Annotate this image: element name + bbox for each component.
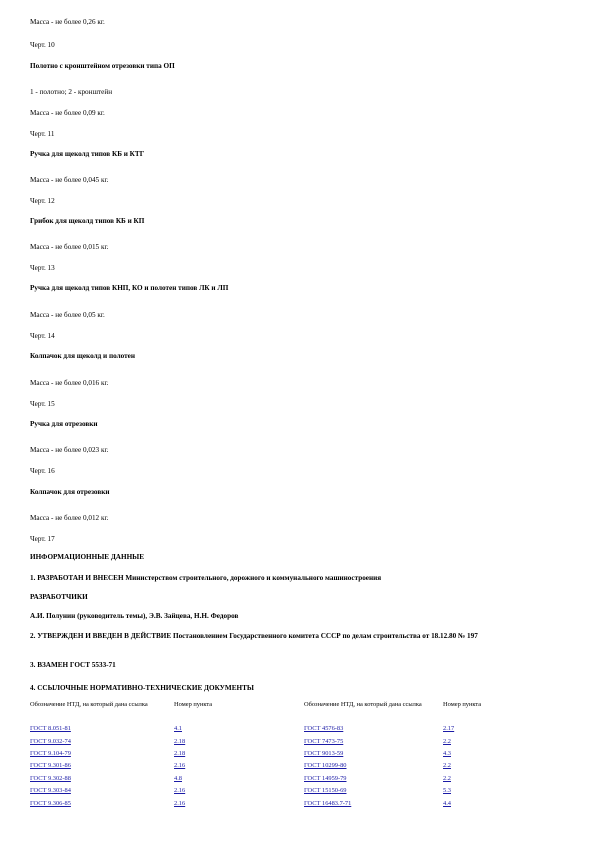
table-header-row <box>30 701 505 723</box>
reference-link[interactable]: ГОСТ 15150-69 <box>304 787 347 795</box>
drawing-number: Черт. 17 <box>30 535 55 543</box>
table-row <box>30 723 505 735</box>
table-row <box>30 748 505 760</box>
clause-link[interactable]: 2.16 <box>174 762 186 770</box>
drawing-number: Черт. 12 <box>30 197 55 205</box>
clause-link[interactable]: 2.2 <box>443 737 451 745</box>
references-table <box>30 701 505 810</box>
column-header-clause: Номер пункта <box>443 701 482 708</box>
table-row <box>30 773 505 785</box>
clause-link[interactable]: 2.18 <box>174 737 186 745</box>
developers-heading: РАЗРАБОТЧИКИ <box>30 593 88 601</box>
drawing-number: Черт. 10 <box>30 41 55 49</box>
clause-link[interactable]: 2.16 <box>174 787 186 795</box>
column-header-document: Обозначение НТД, на который дана ссылка <box>304 701 422 708</box>
table-row <box>30 760 505 772</box>
drawing-caption: Колпачок для отрезовки <box>30 488 110 496</box>
table-row <box>30 785 505 797</box>
column-header-clause: Номер пункта <box>174 701 213 708</box>
clause-link[interactable]: 4.8 <box>174 774 182 782</box>
reference-link[interactable]: ГОСТ 16483.7-71 <box>304 799 352 807</box>
reference-link[interactable]: ГОСТ 14959-79 <box>304 774 347 782</box>
reference-link[interactable]: ГОСТ 9.302-88 <box>30 774 71 782</box>
drawing-caption: Ручка для щеколд типов КБ и КТГ <box>30 150 145 158</box>
drawing-number: Черт. 11 <box>30 130 55 138</box>
info-item-approved <box>30 632 550 641</box>
info-item-approved-lead: 2. УТВЕРЖДЕН И ВВЕДЕН В ДЕЙСТВИЕ <box>30 632 172 640</box>
drawing-number: Черт. 13 <box>30 264 55 272</box>
mass-text: Масса - не более 0,05 кг. <box>30 311 105 319</box>
drawing-caption: Ручка для щеколд типов КНП, КО и полотен типов ЛК и ЛП <box>30 284 229 292</box>
clause-link[interactable]: 2.2 <box>443 762 451 770</box>
clause-link[interactable]: 4.3 <box>443 749 451 757</box>
clause-link[interactable]: 4.1 <box>174 725 182 733</box>
column-header-document: Обозначение НТД, на который дана ссылка <box>30 701 148 708</box>
drawing-caption: Полотно с кронштейном отрезовки типа ОП <box>30 62 175 70</box>
reference-link[interactable]: ГОСТ 9.303-84 <box>30 787 71 795</box>
reference-link[interactable]: ГОСТ 9013-59 <box>304 749 344 757</box>
info-item-replaces: 3. ВЗАМЕН ГОСТ 5533-71 <box>30 661 116 669</box>
info-item-approved-rest: Постановлением Государственного комитета СССР по делам строительства от 18.12.80 № 197 <box>171 632 478 640</box>
reference-link[interactable]: ГОСТ 7473-75 <box>304 737 344 745</box>
drawing-caption: Грибок для щеколд типов КБ и КП <box>30 217 145 225</box>
mass-text: Масса - не более 0,045 кг. <box>30 176 109 184</box>
legend-text: 1 - полотно; 2 - кронштейн <box>30 88 113 96</box>
info-item-references: 4. ССЫЛОЧНЫЕ НОРМАТИВНО-ТЕХНИЧЕСКИЕ ДОКУМЕНТЫ <box>30 684 254 692</box>
drawing-number: Черт. 14 <box>30 332 55 340</box>
info-item-developed: 1. РАЗРАБОТАН И ВНЕСЕН Министерством строительного, дорожного и коммунального машиностроения <box>30 574 382 582</box>
reference-link[interactable]: ГОСТ 9.301-86 <box>30 762 71 770</box>
mass-text: Масса - не более 0,016 кг. <box>30 379 109 387</box>
drawing-number: Черт. 16 <box>30 467 55 475</box>
info-heading: ИНФОРМАЦИОННЫЕ ДАННЫЕ <box>30 553 145 561</box>
table-row <box>30 735 505 747</box>
mass-text: Масса - не более 0,012 кг. <box>30 514 109 522</box>
reference-link[interactable]: ГОСТ 9.104-79 <box>30 749 71 757</box>
reference-link[interactable]: ГОСТ 9.032-74 <box>30 737 71 745</box>
clause-link[interactable]: 4.4 <box>443 799 451 807</box>
mass-text: Масса - не более 0,09 кг. <box>30 109 105 117</box>
developers-list: А.И. Полунин (руководитель темы), Э.В. Зайцева, Н.Н. Федоров <box>30 612 239 620</box>
reference-link[interactable]: ГОСТ 4576-83 <box>304 725 344 733</box>
reference-link[interactable]: ГОСТ 10299-80 <box>304 762 347 770</box>
reference-link[interactable]: ГОСТ 9.306-85 <box>30 799 71 807</box>
clause-link[interactable]: 2.2 <box>443 774 451 782</box>
mass-text: Масса - не более 0,015 кг. <box>30 243 109 251</box>
clause-link[interactable]: 2.18 <box>174 749 186 757</box>
reference-link[interactable]: ГОСТ 8.051-81 <box>30 725 71 733</box>
clause-link[interactable]: 2.17 <box>443 725 455 733</box>
mass-text: Масса - не более 0,023 кг. <box>30 446 109 454</box>
table-row <box>30 797 505 809</box>
drawing-caption: Ручка для отрезовки <box>30 420 98 428</box>
clause-link[interactable]: 2.16 <box>174 799 186 807</box>
drawing-number: Черт. 15 <box>30 400 55 408</box>
drawing-caption: Колпачок для щеколд и полотен <box>30 352 136 360</box>
mass-text: Масса - не более 0,26 кг. <box>30 18 105 26</box>
clause-link[interactable]: 5.3 <box>443 787 451 795</box>
